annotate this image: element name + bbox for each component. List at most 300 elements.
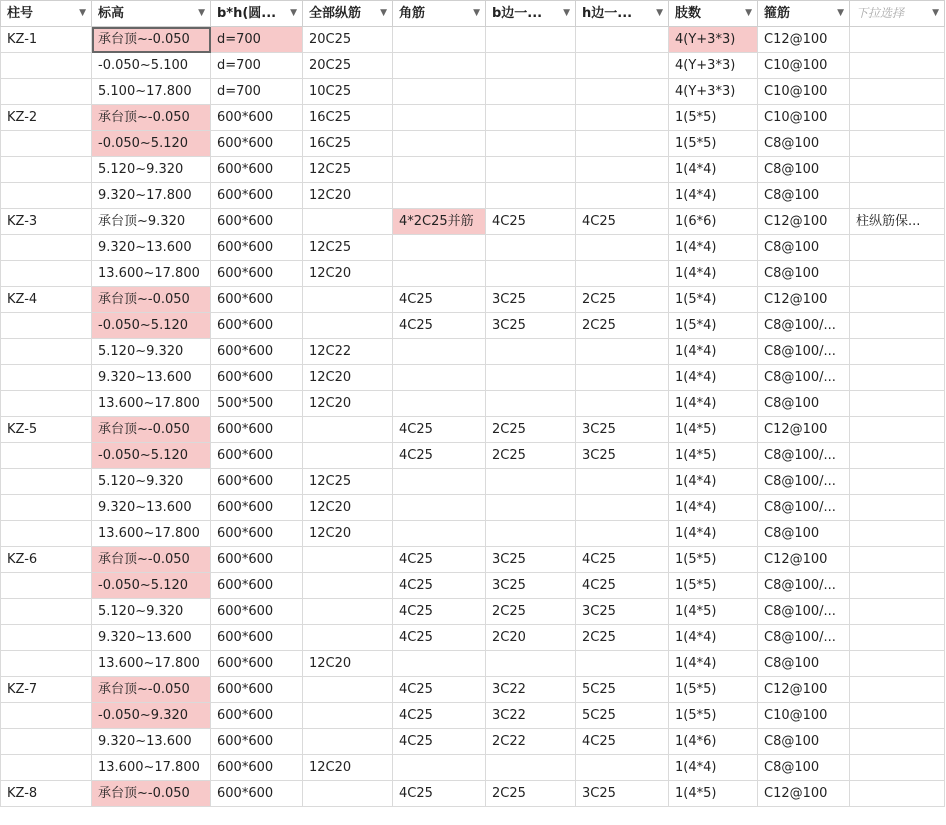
table-cell[interactable]: 5C25	[576, 677, 669, 703]
table-cell[interactable]: 1(4*4)	[669, 755, 758, 781]
table-cell[interactable]: 600*600	[211, 781, 303, 807]
table-cell[interactable]: 4C25	[486, 209, 576, 235]
table-cell[interactable]	[393, 261, 486, 287]
table-cell[interactable]: 1(4*5)	[669, 781, 758, 807]
table-cell[interactable]: d=700	[211, 53, 303, 79]
table-cell[interactable]	[850, 287, 945, 313]
table-cell[interactable]: 1(4*5)	[669, 443, 758, 469]
table-cell[interactable]	[576, 339, 669, 365]
table-cell[interactable]: 9.320~13.600	[92, 625, 211, 651]
table-cell[interactable]: C8@100	[758, 391, 850, 417]
table-cell[interactable]: 3C25	[576, 599, 669, 625]
table-cell[interactable]: 承台顶~-0.050	[92, 105, 211, 131]
table-cell[interactable]: 13.600~17.800	[92, 521, 211, 547]
table-cell[interactable]: C8@100/...	[758, 599, 850, 625]
table-cell[interactable]: KZ-1	[1, 27, 92, 53]
table-cell[interactable]: 1(4*4)	[669, 651, 758, 677]
table-cell[interactable]: KZ-6	[1, 547, 92, 573]
filter-dropdown-icon[interactable]: ▼	[745, 8, 752, 18]
table-cell[interactable]: 600*600	[211, 495, 303, 521]
table-cell[interactable]: 2C25	[486, 417, 576, 443]
table-cell[interactable]	[576, 755, 669, 781]
table-cell[interactable]	[850, 53, 945, 79]
table-cell[interactable]: 500*500	[211, 391, 303, 417]
header-b-side[interactable]: b边一... ▼	[486, 1, 576, 27]
table-cell[interactable]	[393, 157, 486, 183]
table-cell[interactable]	[303, 781, 393, 807]
table-cell[interactable]: 20C25	[303, 53, 393, 79]
table-cell[interactable]	[850, 27, 945, 53]
table-cell[interactable]	[486, 391, 576, 417]
table-cell[interactable]: 12C20	[303, 521, 393, 547]
table-cell[interactable]: 3C25	[486, 313, 576, 339]
table-cell[interactable]	[486, 235, 576, 261]
table-cell[interactable]	[486, 157, 576, 183]
table-cell[interactable]: 5.100~17.800	[92, 79, 211, 105]
table-cell[interactable]: C12@100	[758, 209, 850, 235]
table-cell[interactable]	[576, 235, 669, 261]
table-cell[interactable]: C8@100	[758, 755, 850, 781]
table-cell[interactable]	[486, 131, 576, 157]
table-cell[interactable]: 1(4*5)	[669, 417, 758, 443]
table-cell[interactable]: 柱纵筋保...	[850, 209, 945, 235]
table-cell[interactable]	[850, 131, 945, 157]
table-cell[interactable]: C10@100	[758, 79, 850, 105]
table-cell[interactable]: 13.600~17.800	[92, 391, 211, 417]
table-cell[interactable]: C10@100	[758, 105, 850, 131]
table-cell[interactable]	[393, 183, 486, 209]
table-cell[interactable]: 600*600	[211, 443, 303, 469]
table-cell[interactable]	[1, 599, 92, 625]
table-cell[interactable]	[303, 677, 393, 703]
table-cell[interactable]: 12C20	[303, 755, 393, 781]
table-cell[interactable]	[1, 261, 92, 287]
table-cell[interactable]: 2C25	[576, 287, 669, 313]
table-cell[interactable]: 600*600	[211, 339, 303, 365]
table-cell[interactable]: 2C25	[576, 625, 669, 651]
table-cell[interactable]: 1(4*4)	[669, 235, 758, 261]
table-cell[interactable]: 4C25	[576, 573, 669, 599]
table-cell[interactable]: C8@100	[758, 235, 850, 261]
table-cell[interactable]: 4C25	[393, 677, 486, 703]
table-cell[interactable]: 3C25	[486, 573, 576, 599]
table-cell[interactable]: 13.600~17.800	[92, 261, 211, 287]
table-cell[interactable]	[576, 365, 669, 391]
table-cell[interactable]: 13.600~17.800	[92, 755, 211, 781]
table-cell[interactable]: C8@100/...	[758, 339, 850, 365]
table-cell[interactable]: 5.120~9.320	[92, 339, 211, 365]
table-cell[interactable]	[850, 157, 945, 183]
table-cell[interactable]: 1(4*4)	[669, 495, 758, 521]
table-cell[interactable]	[303, 599, 393, 625]
table-cell[interactable]	[850, 313, 945, 339]
table-cell[interactable]: 4C25	[576, 729, 669, 755]
table-cell[interactable]: 4C25	[393, 703, 486, 729]
table-cell[interactable]	[393, 339, 486, 365]
filter-dropdown-icon[interactable]: ▼	[837, 8, 844, 18]
table-cell[interactable]	[393, 495, 486, 521]
table-cell[interactable]: KZ-5	[1, 417, 92, 443]
table-cell[interactable]	[850, 573, 945, 599]
header-section[interactable]: b*h(圆... ▼	[211, 1, 303, 27]
table-cell[interactable]: 4C25	[393, 599, 486, 625]
table-cell[interactable]: C8@100	[758, 651, 850, 677]
table-cell[interactable]: 600*600	[211, 209, 303, 235]
table-cell[interactable]: 12C20	[303, 391, 393, 417]
table-cell[interactable]: 承台顶~-0.050	[92, 547, 211, 573]
table-cell[interactable]: 5.120~9.320	[92, 599, 211, 625]
table-cell[interactable]: 600*600	[211, 131, 303, 157]
table-cell[interactable]	[486, 365, 576, 391]
table-cell[interactable]: 1(5*4)	[669, 287, 758, 313]
table-cell[interactable]	[486, 521, 576, 547]
table-cell[interactable]: 5C25	[576, 703, 669, 729]
table-cell[interactable]	[393, 391, 486, 417]
table-cell[interactable]: -0.050~5.120	[92, 313, 211, 339]
table-cell[interactable]: 3C25	[576, 443, 669, 469]
table-cell[interactable]	[1, 651, 92, 677]
table-cell[interactable]: 3C22	[486, 703, 576, 729]
table-cell[interactable]	[303, 209, 393, 235]
table-cell[interactable]: 1(5*5)	[669, 703, 758, 729]
table-cell[interactable]: 承台顶~9.320	[92, 209, 211, 235]
table-cell[interactable]: 3C25	[486, 287, 576, 313]
table-cell[interactable]: C12@100	[758, 417, 850, 443]
table-cell[interactable]	[1, 183, 92, 209]
table-cell[interactable]	[576, 105, 669, 131]
table-cell[interactable]	[303, 573, 393, 599]
table-cell[interactable]	[1, 235, 92, 261]
table-cell[interactable]: 600*600	[211, 625, 303, 651]
table-cell[interactable]	[850, 729, 945, 755]
table-cell[interactable]: -0.050~5.120	[92, 443, 211, 469]
table-cell[interactable]: 12C20	[303, 651, 393, 677]
table-cell[interactable]	[393, 469, 486, 495]
table-cell[interactable]: 1(5*5)	[669, 677, 758, 703]
table-cell[interactable]: C8@100/...	[758, 313, 850, 339]
table-cell[interactable]: 600*600	[211, 417, 303, 443]
table-cell[interactable]: C10@100	[758, 703, 850, 729]
table-cell[interactable]	[850, 261, 945, 287]
table-cell[interactable]: 600*600	[211, 235, 303, 261]
table-cell[interactable]: 2C25	[486, 599, 576, 625]
filter-dropdown-icon[interactable]: ▼	[290, 8, 297, 18]
table-cell[interactable]	[850, 755, 945, 781]
filter-dropdown-icon[interactable]: ▼	[932, 8, 939, 18]
table-cell[interactable]	[850, 651, 945, 677]
table-cell[interactable]: 4C25	[393, 729, 486, 755]
table-cell[interactable]: 600*600	[211, 261, 303, 287]
table-cell[interactable]: 600*600	[211, 651, 303, 677]
table-cell[interactable]: 9.320~13.600	[92, 235, 211, 261]
table-cell[interactable]: 600*600	[211, 287, 303, 313]
table-cell[interactable]: 4C25	[393, 443, 486, 469]
table-cell[interactable]: 13.600~17.800	[92, 651, 211, 677]
table-cell[interactable]: 1(5*5)	[669, 547, 758, 573]
table-cell[interactable]	[576, 183, 669, 209]
table-cell[interactable]	[303, 313, 393, 339]
table-cell[interactable]	[1, 729, 92, 755]
table-cell[interactable]: 600*600	[211, 677, 303, 703]
table-cell[interactable]: 9.320~13.600	[92, 365, 211, 391]
table-cell[interactable]	[850, 417, 945, 443]
filter-dropdown-icon[interactable]: ▼	[656, 8, 663, 18]
table-cell[interactable]	[303, 729, 393, 755]
table-cell[interactable]: 1(4*4)	[669, 365, 758, 391]
header-biaogao[interactable]: 标高 ▼	[92, 1, 211, 27]
table-cell[interactable]: 9.320~13.600	[92, 495, 211, 521]
table-cell[interactable]: C8@100/...	[758, 573, 850, 599]
table-cell[interactable]: -0.050~5.120	[92, 131, 211, 157]
table-cell[interactable]	[486, 469, 576, 495]
table-cell[interactable]: 16C25	[303, 131, 393, 157]
table-cell[interactable]	[1, 495, 92, 521]
table-cell[interactable]	[1, 339, 92, 365]
table-cell[interactable]: KZ-2	[1, 105, 92, 131]
table-cell[interactable]: 承台顶~-0.050	[92, 27, 211, 53]
table-cell[interactable]: C12@100	[758, 547, 850, 573]
table-cell[interactable]: -0.050~9.320	[92, 703, 211, 729]
table-cell[interactable]: 5.120~9.320	[92, 469, 211, 495]
table-cell[interactable]	[393, 755, 486, 781]
table-cell[interactable]	[486, 755, 576, 781]
table-cell[interactable]: 600*600	[211, 599, 303, 625]
table-cell[interactable]: 12C20	[303, 495, 393, 521]
table-cell[interactable]: 600*600	[211, 365, 303, 391]
table-cell[interactable]: 4*2C25并筋	[393, 209, 486, 235]
table-cell[interactable]	[393, 235, 486, 261]
table-cell[interactable]: 600*600	[211, 703, 303, 729]
table-cell[interactable]	[850, 521, 945, 547]
table-cell[interactable]: C8@100	[758, 157, 850, 183]
filter-dropdown-icon[interactable]: ▼	[380, 8, 387, 18]
table-cell[interactable]: 4C25	[393, 417, 486, 443]
table-cell[interactable]: 2C25	[486, 781, 576, 807]
table-cell[interactable]: 12C25	[303, 235, 393, 261]
table-cell[interactable]: 600*600	[211, 157, 303, 183]
table-cell[interactable]: 承台顶~-0.050	[92, 287, 211, 313]
filter-dropdown-icon[interactable]: ▼	[473, 8, 480, 18]
filter-dropdown-icon[interactable]: ▼	[79, 8, 86, 18]
table-cell[interactable]: 4C25	[393, 573, 486, 599]
table-cell[interactable]: 承台顶~-0.050	[92, 417, 211, 443]
table-cell[interactable]: 9.320~13.600	[92, 729, 211, 755]
table-cell[interactable]	[850, 339, 945, 365]
table-cell[interactable]	[1, 131, 92, 157]
table-cell[interactable]	[850, 495, 945, 521]
table-cell[interactable]: 1(4*4)	[669, 625, 758, 651]
table-cell[interactable]: C8@100	[758, 521, 850, 547]
table-cell[interactable]: 10C25	[303, 79, 393, 105]
table-cell[interactable]	[486, 105, 576, 131]
table-cell[interactable]	[576, 391, 669, 417]
table-cell[interactable]	[576, 495, 669, 521]
table-cell[interactable]	[850, 547, 945, 573]
table-cell[interactable]	[1, 521, 92, 547]
table-cell[interactable]: 1(4*4)	[669, 157, 758, 183]
header-legs[interactable]: 肢数 ▼	[669, 1, 758, 27]
table-cell[interactable]	[486, 339, 576, 365]
table-cell[interactable]	[393, 53, 486, 79]
filter-dropdown-icon[interactable]: ▼	[563, 8, 570, 18]
table-cell[interactable]	[850, 703, 945, 729]
table-cell[interactable]: C12@100	[758, 781, 850, 807]
table-cell[interactable]: 4C25	[393, 313, 486, 339]
table-cell[interactable]: 4(Y+3*3)	[669, 27, 758, 53]
table-cell[interactable]	[850, 625, 945, 651]
table-cell[interactable]: KZ-4	[1, 287, 92, 313]
table-cell[interactable]	[1, 625, 92, 651]
table-cell[interactable]	[486, 261, 576, 287]
table-cell[interactable]: -0.050~5.100	[92, 53, 211, 79]
table-cell[interactable]	[1, 391, 92, 417]
table-cell[interactable]: 4C25	[576, 547, 669, 573]
table-cell[interactable]: 600*600	[211, 183, 303, 209]
table-cell[interactable]	[576, 131, 669, 157]
table-cell[interactable]	[393, 105, 486, 131]
table-cell[interactable]	[1, 53, 92, 79]
table-cell[interactable]	[576, 157, 669, 183]
table-cell[interactable]: 4(Y+3*3)	[669, 53, 758, 79]
table-cell[interactable]: d=700	[211, 79, 303, 105]
table-cell[interactable]	[1, 469, 92, 495]
header-corner-bars[interactable]: 角筋 ▼	[393, 1, 486, 27]
table-cell[interactable]	[1, 79, 92, 105]
table-cell[interactable]: 16C25	[303, 105, 393, 131]
table-cell[interactable]: 1(6*6)	[669, 209, 758, 235]
table-cell[interactable]	[576, 651, 669, 677]
table-cell[interactable]: 1(4*4)	[669, 261, 758, 287]
table-cell[interactable]: C12@100	[758, 677, 850, 703]
table-cell[interactable]: 4(Y+3*3)	[669, 79, 758, 105]
table-cell[interactable]: C10@100	[758, 53, 850, 79]
table-cell[interactable]	[393, 365, 486, 391]
table-cell[interactable]: 3C25	[486, 547, 576, 573]
table-cell[interactable]	[850, 391, 945, 417]
table-cell[interactable]: 600*600	[211, 573, 303, 599]
table-cell[interactable]: 1(4*4)	[669, 391, 758, 417]
table-cell[interactable]	[1, 157, 92, 183]
table-cell[interactable]	[576, 261, 669, 287]
table-cell[interactable]	[303, 443, 393, 469]
table-cell[interactable]: 9.320~17.800	[92, 183, 211, 209]
table-cell[interactable]	[303, 625, 393, 651]
table-cell[interactable]	[576, 27, 669, 53]
table-cell[interactable]: 12C25	[303, 469, 393, 495]
table-cell[interactable]: 1(4*4)	[669, 183, 758, 209]
header-h-side[interactable]: h边一... ▼	[576, 1, 669, 27]
table-cell[interactable]	[576, 521, 669, 547]
table-cell[interactable]	[850, 365, 945, 391]
table-cell[interactable]: 1(4*5)	[669, 599, 758, 625]
table-cell[interactable]: C12@100	[758, 27, 850, 53]
table-cell[interactable]: 1(5*4)	[669, 313, 758, 339]
table-cell[interactable]: C8@100	[758, 131, 850, 157]
table-cell[interactable]: 4C25	[393, 781, 486, 807]
table-cell[interactable]	[850, 599, 945, 625]
table-cell[interactable]: 3C25	[576, 417, 669, 443]
table-cell[interactable]	[486, 651, 576, 677]
table-cell[interactable]	[393, 651, 486, 677]
table-cell[interactable]: C8@100	[758, 261, 850, 287]
table-cell[interactable]: 4C25	[393, 547, 486, 573]
table-cell[interactable]: 2C25	[576, 313, 669, 339]
table-cell[interactable]: 承台顶~-0.050	[92, 677, 211, 703]
table-cell[interactable]: 12C25	[303, 157, 393, 183]
table-cell[interactable]: 2C20	[486, 625, 576, 651]
table-cell[interactable]	[486, 79, 576, 105]
table-cell[interactable]: -0.050~5.120	[92, 573, 211, 599]
table-cell[interactable]: 600*600	[211, 729, 303, 755]
table-cell[interactable]: 5.120~9.320	[92, 157, 211, 183]
table-cell[interactable]: 2C22	[486, 729, 576, 755]
header-all-bars[interactable]: 全部纵筋 ▼	[303, 1, 393, 27]
table-cell[interactable]: 20C25	[303, 27, 393, 53]
table-cell[interactable]: 2C25	[486, 443, 576, 469]
table-cell[interactable]: 12C20	[303, 365, 393, 391]
table-cell[interactable]: 600*600	[211, 105, 303, 131]
table-cell[interactable]	[850, 105, 945, 131]
table-cell[interactable]	[1, 573, 92, 599]
table-cell[interactable]	[486, 53, 576, 79]
table-cell[interactable]	[303, 703, 393, 729]
table-cell[interactable]	[850, 235, 945, 261]
table-cell[interactable]	[303, 547, 393, 573]
table-cell[interactable]: C8@100/...	[758, 443, 850, 469]
filter-dropdown-icon[interactable]: ▼	[198, 8, 205, 18]
header-zhuhao[interactable]: 柱号 ▼	[1, 1, 92, 27]
table-cell[interactable]: 600*600	[211, 313, 303, 339]
table-cell[interactable]	[576, 53, 669, 79]
table-cell[interactable]: 600*600	[211, 469, 303, 495]
table-cell[interactable]	[1, 755, 92, 781]
table-cell[interactable]: 12C20	[303, 261, 393, 287]
header-stirrup[interactable]: 箍筋 ▼	[758, 1, 850, 27]
table-cell[interactable]: 4C25	[393, 287, 486, 313]
table-cell[interactable]	[1, 365, 92, 391]
table-cell[interactable]	[486, 27, 576, 53]
table-cell[interactable]	[393, 79, 486, 105]
table-cell[interactable]: 600*600	[211, 755, 303, 781]
table-cell[interactable]: 3C25	[576, 781, 669, 807]
table-cell[interactable]: 1(5*5)	[669, 131, 758, 157]
table-cell[interactable]: d=700	[211, 27, 303, 53]
table-cell[interactable]	[850, 469, 945, 495]
table-cell[interactable]: 3C22	[486, 677, 576, 703]
table-cell[interactable]: C12@100	[758, 287, 850, 313]
table-cell[interactable]: C8@100/...	[758, 365, 850, 391]
table-cell[interactable]: C8@100/...	[758, 625, 850, 651]
table-cell[interactable]: C8@100	[758, 729, 850, 755]
table-cell[interactable]: KZ-8	[1, 781, 92, 807]
table-cell[interactable]: 1(4*6)	[669, 729, 758, 755]
table-cell[interactable]: 1(5*5)	[669, 573, 758, 599]
table-cell[interactable]	[850, 79, 945, 105]
table-cell[interactable]	[1, 443, 92, 469]
table-cell[interactable]: 1(4*4)	[669, 469, 758, 495]
table-cell[interactable]: 600*600	[211, 521, 303, 547]
table-cell[interactable]: 4C25	[393, 625, 486, 651]
table-cell[interactable]	[576, 469, 669, 495]
table-cell[interactable]: 承台顶~-0.050	[92, 781, 211, 807]
table-cell[interactable]: 1(5*5)	[669, 105, 758, 131]
table-cell[interactable]: 1(4*4)	[669, 521, 758, 547]
table-cell[interactable]: 4C25	[576, 209, 669, 235]
table-cell[interactable]: C8@100/...	[758, 469, 850, 495]
table-cell[interactable]: KZ-3	[1, 209, 92, 235]
table-cell[interactable]: 12C20	[303, 183, 393, 209]
header-dropdown-select[interactable]: 下拉选择 ▼	[850, 1, 945, 27]
